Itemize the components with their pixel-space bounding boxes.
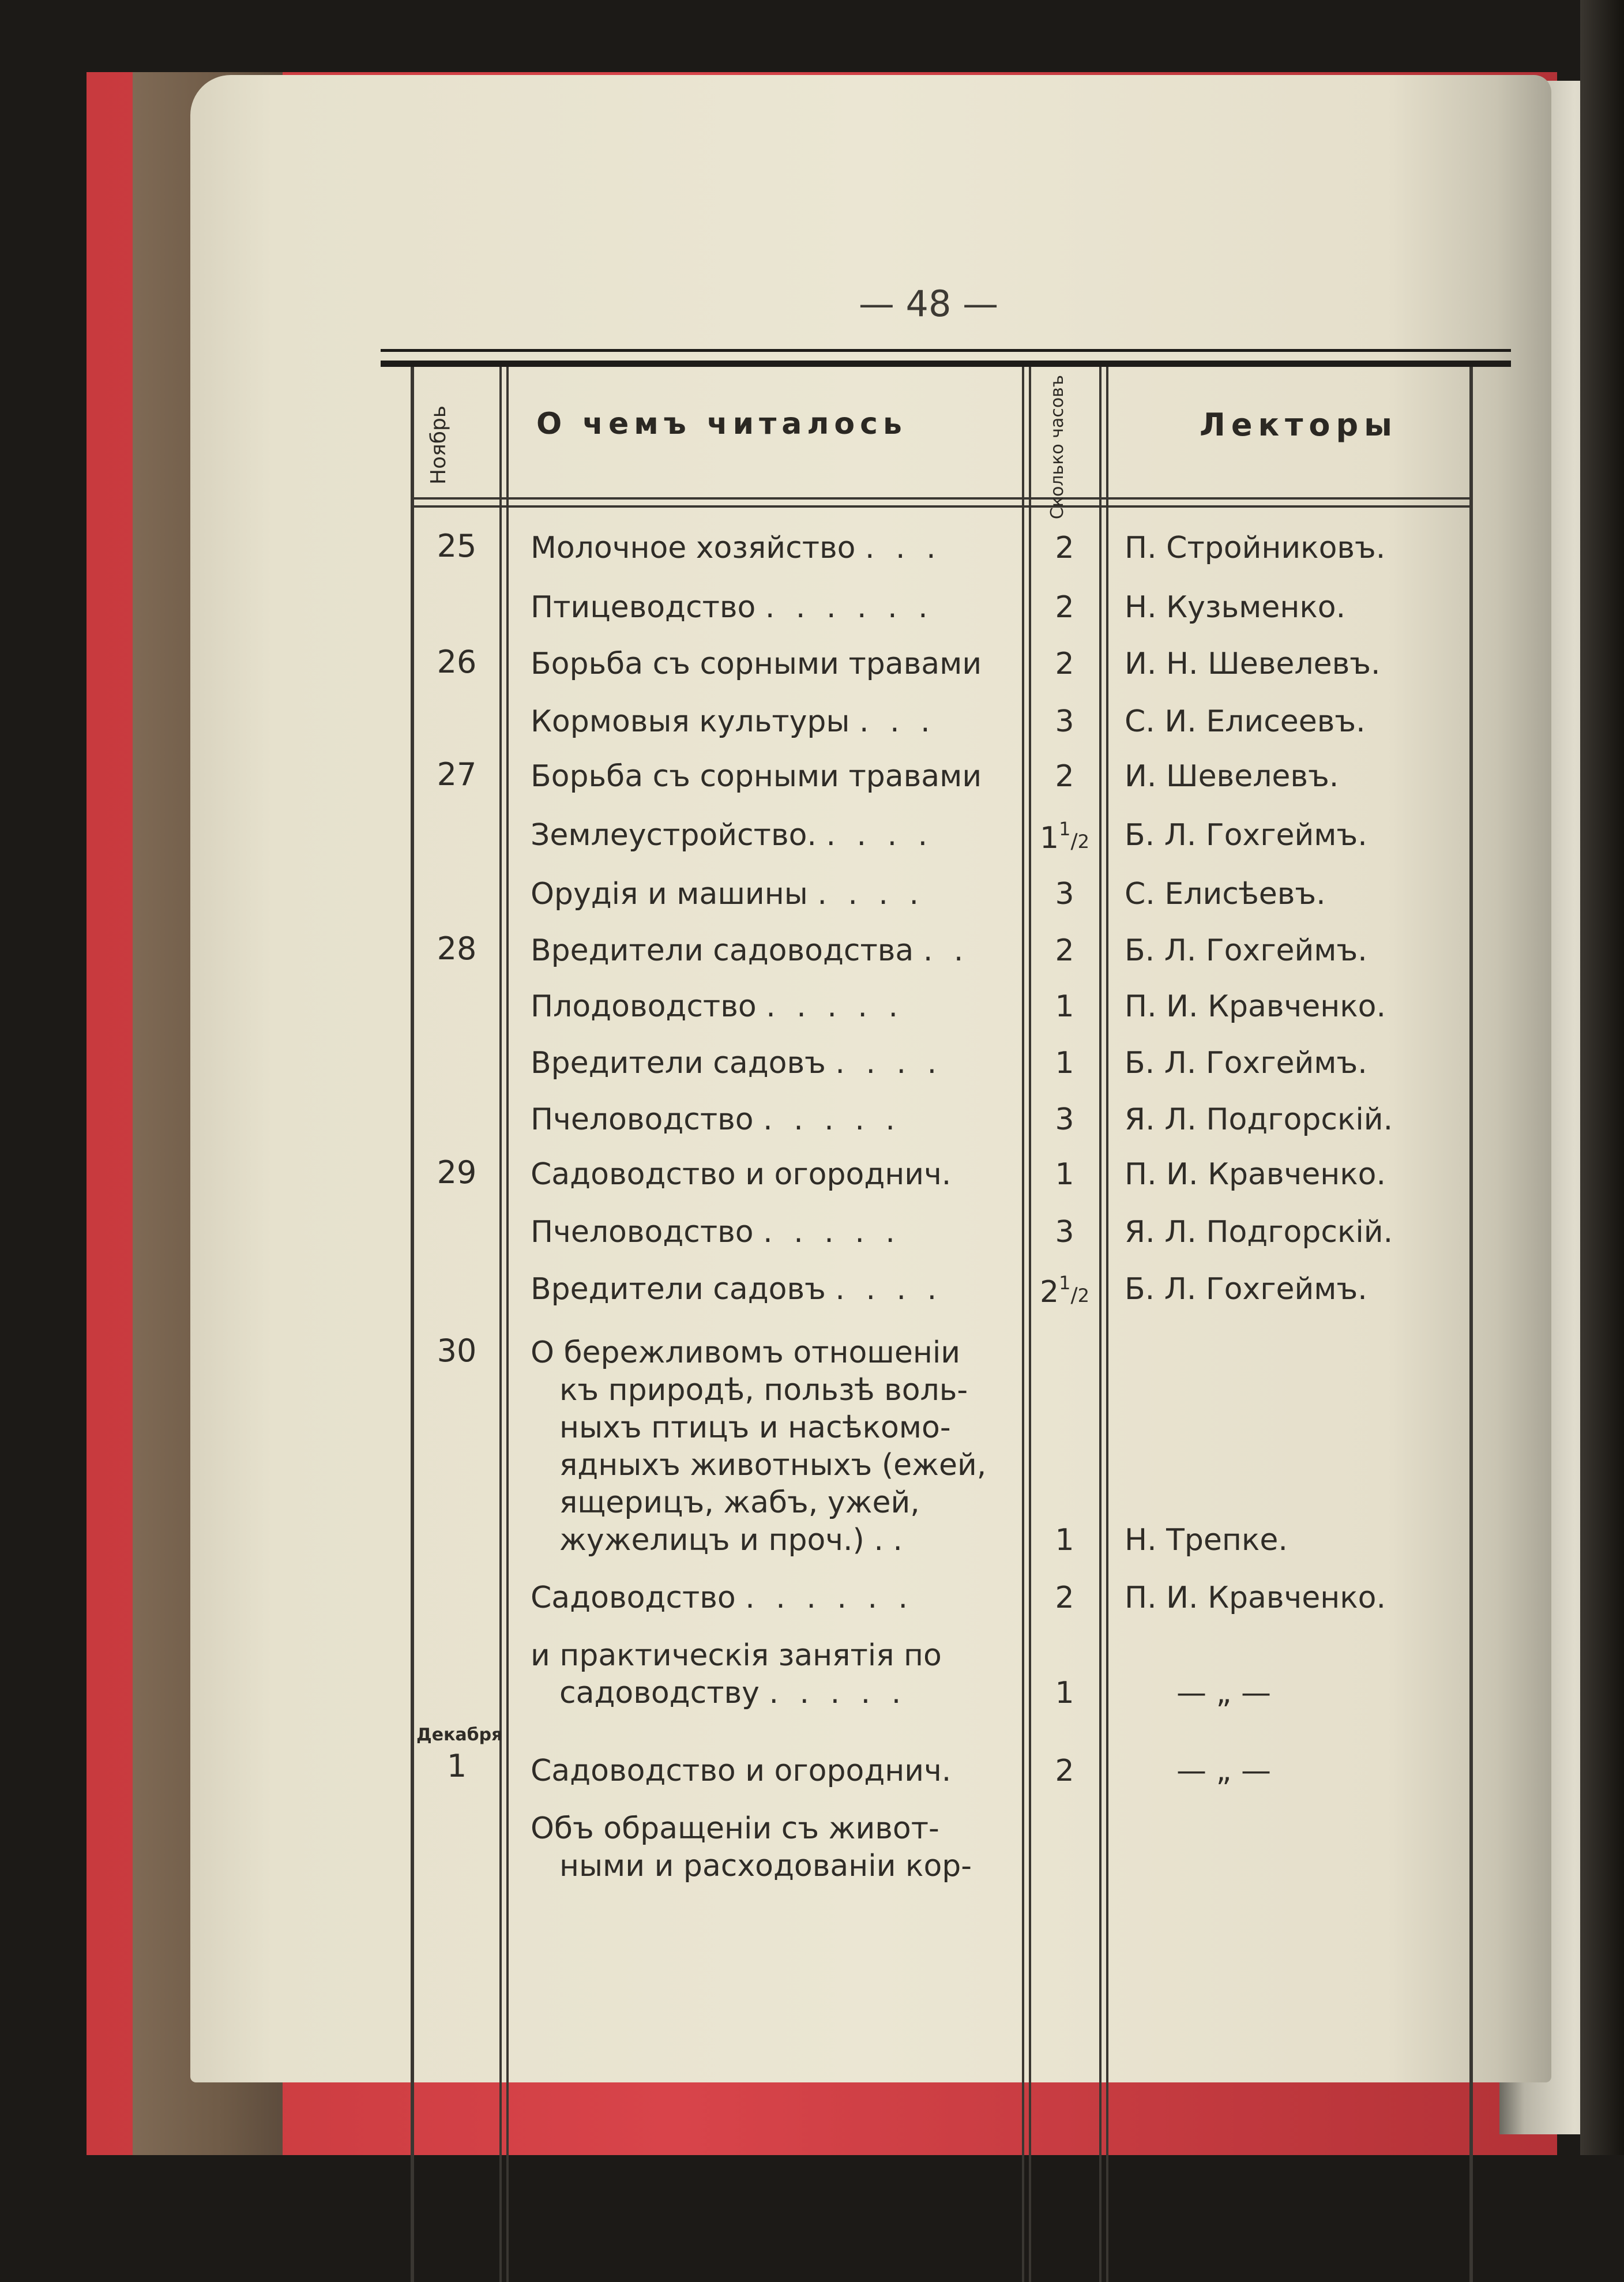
row-lecturer: Н. Кузьменко. [1125,590,1346,625]
row-lecturer: Б. Л. Гохгеймъ. [1125,818,1367,853]
page-number: — 48 — [858,283,999,325]
header-bottom-rule [411,497,1473,500]
row-hours: $2^1/2$ [1040,1272,1089,1309]
row-hours: $1^1/2$ [1040,818,1089,855]
row-date: 28 [437,930,477,967]
row-lecturer: Б. Л. Гохгеймъ. [1125,933,1367,968]
row-date: 25 [437,528,477,564]
row-date: 27 [437,756,477,793]
row-hours: 1 [1055,1676,1074,1710]
row-lecturer: И. Шевелевъ. [1125,759,1339,794]
row-topic-line: ными и расходованіи кор- [559,1849,972,1883]
row-topic: Борьба съ сорными травами [531,759,982,794]
row-topic-line: ныхъ птицъ и насѣкомо- [559,1410,951,1445]
row-lecturer: П. Стройниковъ. [1125,531,1386,565]
header-month: Ноябрь [427,405,450,485]
row-topic-line: Объ обращеніи съ живот- [531,1811,939,1846]
row-hours: 2 [1055,590,1074,625]
header-bottom-rule-2 [411,505,1473,508]
top-rule-thin [381,349,1511,352]
row-topic: Садоводство . . . . . . [531,1581,914,1615]
row-hours: 2 [1055,933,1074,968]
row-hours: 1 [1055,1046,1074,1080]
row-topic: Вредители садоводства . . [531,933,969,968]
row-lecturer: Я. Л. Подгорскій. [1125,1215,1393,1249]
top-rule-thick [381,361,1511,367]
row-topic: Птицеводство . . . . . . [531,590,934,625]
row-topic-line: О бережливомъ отношеніи [531,1335,961,1370]
row-lecturer: П. И. Кравченко. [1125,1157,1386,1192]
row-lecturer: С. Елисѣевъ. [1125,877,1326,911]
row-topic: Пчеловодство . . . . . [531,1102,901,1137]
row-lecturer: — „ — [1176,1754,1271,1788]
row-topic-line: жужелицъ и проч.) . . [559,1523,903,1557]
row-topic-line: и практическія занятія по [531,1638,942,1673]
header-topic: О чемъ читалось [536,407,907,441]
column-divider-hours-2 [1106,367,1108,2282]
row-topic: Вредители садовъ . . . . [531,1272,943,1307]
row-hours: 2 [1055,647,1074,681]
row-date: 1 [446,1748,467,1784]
header-lecturers: Лекторы [1200,407,1399,443]
row-hours: 1 [1055,1157,1074,1192]
row-topic: Садоводство и огороднич. [531,1157,952,1192]
row-hours: 2 [1055,531,1074,565]
row-lecturer: И. Н. Шевелевъ. [1125,647,1381,681]
row-topic-line: ядныхъ животныхъ (ежей, [559,1448,987,1482]
row-date: 29 [437,1154,477,1191]
row-topic: Землеустройство. . . . . [531,818,934,853]
row-topic: Садоводство и огороднич. [531,1754,952,1788]
row-month-label: Декабря [416,1725,503,1745]
row-lecturer: Б. Л. Гохгеймъ. [1125,1046,1367,1080]
row-topic: Кормовыя культуры . . . [531,704,936,739]
book-binding-edge [1580,0,1624,2155]
row-lecturer: — „ — [1176,1676,1271,1710]
row-hours: 2 [1055,1754,1074,1788]
row-hours: 1 [1055,989,1074,1024]
row-hours: 2 [1055,759,1074,794]
table-right-border [1469,367,1473,2282]
row-hours: 3 [1055,704,1074,739]
row-date: 30 [437,1333,477,1369]
row-lecturer: С. И. Елисеевъ. [1125,704,1366,739]
column-divider-month-2 [506,367,509,2282]
row-topic-line: ящерицъ, жабъ, ужей, [559,1485,920,1520]
row-hours: 1 [1055,1523,1074,1557]
header-hours: Сколько часовъ [1047,374,1067,520]
row-lecturer: Я. Л. Подгорскій. [1125,1102,1393,1137]
row-hours: 3 [1055,877,1074,911]
row-topic: Плодоводство . . . . . [531,989,904,1024]
row-hours: 3 [1055,1102,1074,1137]
row-lecturer: Б. Л. Гохгеймъ. [1125,1272,1367,1307]
row-topic-line: къ природѣ, пользѣ воль- [559,1373,968,1408]
row-topic: Орудія и машины . . . . [531,877,925,911]
row-lecturer: Н. Трепке. [1125,1523,1288,1557]
row-lecturer: П. И. Кравченко. [1125,1581,1386,1615]
row-lecturer: П. И. Кравченко. [1125,989,1386,1024]
row-topic: Вредители садовъ . . . . [531,1046,943,1080]
row-date: 26 [437,644,477,680]
row-topic: Борьба съ сорными травами [531,647,982,681]
row-hours: 3 [1055,1215,1074,1249]
row-topic: Пчеловодство . . . . . [531,1215,901,1249]
row-hours: 2 [1055,1581,1074,1615]
row-topic: Молочное хозяйство . . . [531,531,942,565]
row-topic-line: садоводству . . . . . [559,1676,907,1710]
